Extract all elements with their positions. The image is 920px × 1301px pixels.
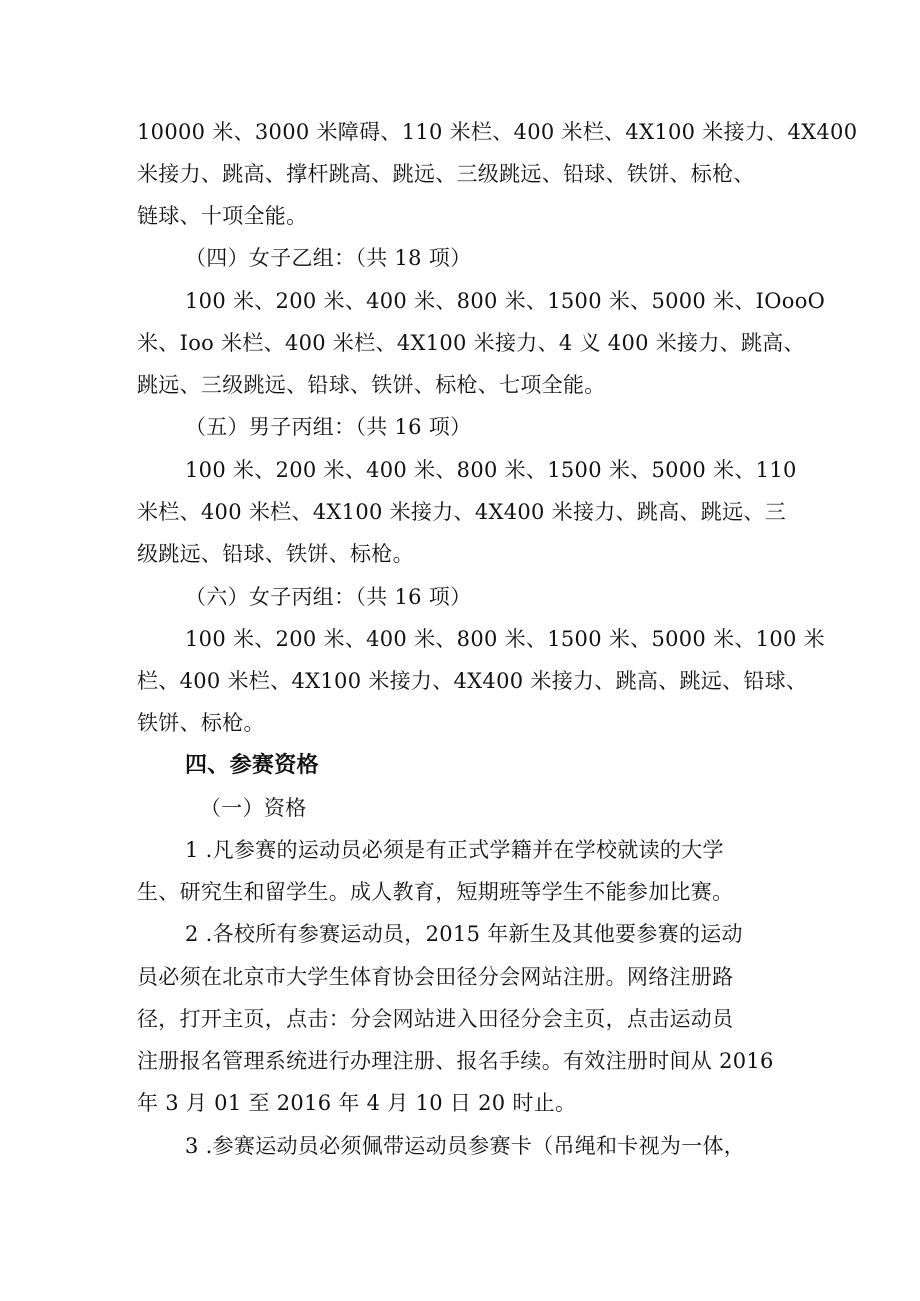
- text-line: 100 米、200 米、400 米、800 米、1500 米、5000 米、IOooO: [185, 289, 826, 313]
- text-line: 2 .各校所有参赛运动员，2015 年新生及其他要参赛的运动: [185, 922, 743, 946]
- text-line: 铁饼、标枪。: [137, 711, 265, 735]
- text-line: 级跳远、铅球、铁饼、标枪。: [137, 542, 414, 566]
- text-line: 年 3 月 01 至 2016 年 4 月 10 日 20 时止。: [137, 1091, 577, 1115]
- text-line: 员必须在北京市大学生体育协会田径分会网站注册。网络注册路: [137, 965, 734, 989]
- section-subheading: （一）资格: [200, 796, 307, 820]
- section-heading: 四、参赛资格: [185, 753, 319, 778]
- text-line: 栏、400 米栏、4X100 米接力、4X400 米接力、跳高、跳远、铅球、: [137, 669, 808, 693]
- text-line: 100 米、200 米、400 米、800 米、1500 米、5000 米、100 米: [185, 627, 825, 651]
- text-line: 米、Ioo 米栏、400 米栏、4X100 米接力、4 义 400 米接力、跳高、: [137, 331, 805, 355]
- section-subheading: （六）女子丙组：（共 16 项）: [185, 585, 472, 609]
- text-line: 注册报名管理系统进行办理注册、报名手续。有效注册时间从 2016: [137, 1049, 774, 1073]
- section-subheading: （五）男子丙组：（共 16 项）: [185, 415, 472, 439]
- text-line: 生、研究生和留学生。成人教育，短期班等学生不能参加比赛。: [137, 880, 734, 904]
- text-line: 10000 米、3000 米障碍、110 米栏、400 米栏、4X100 米接力、4X400: [137, 120, 858, 144]
- text-line: 米栏、400 米栏、4X100 米接力、4X400 米接力、跳高、跳远、三: [137, 500, 786, 524]
- text-line: 跳远、三级跳远、铅球、铁饼、标枪、七项全能。: [137, 373, 606, 397]
- text-line: 链球、十项全能。: [137, 204, 308, 228]
- text-line: 100 米、200 米、400 米、800 米、1500 米、5000 米、110: [185, 458, 797, 482]
- section-subheading: （四）女子乙组：（共 18 项）: [185, 246, 472, 270]
- text-line: 3 .参赛运动员必须佩带运动员参赛卡（吊绳和卡视为一体，: [185, 1134, 746, 1158]
- text-line: 径，打开主页，点击：分会网站进入田径分会主页，点击运动员: [137, 1007, 734, 1031]
- text-line: 米接力、跳高、撑杆跳高、跳远、三级跳远、铅球、铁饼、标枪、: [137, 162, 755, 186]
- text-line: 1 .凡参赛的运动员必须是有正式学籍并在学校就读的大学: [185, 838, 724, 862]
